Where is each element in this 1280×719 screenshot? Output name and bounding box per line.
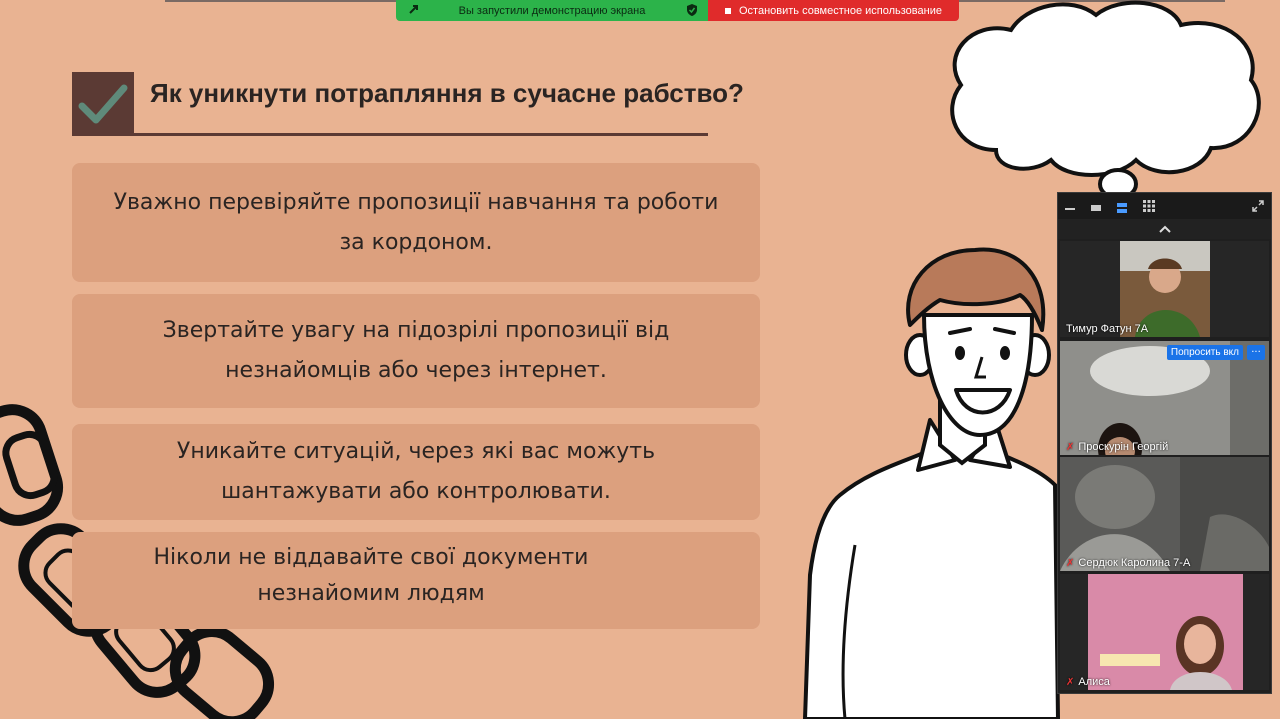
share-status-text: Вы запустили демонстрацию экрана <box>458 4 646 17</box>
thought-bubble <box>936 0 1266 205</box>
more-options-button[interactable]: ··· <box>1247 345 1265 360</box>
ask-to-unmute-button[interactable]: Попросить вкл <box>1167 345 1243 360</box>
thumbnail-view-icon[interactable] <box>1090 202 1102 212</box>
cartoon-man-illustration <box>800 245 1060 719</box>
share-arrow-icon <box>408 3 420 15</box>
check-icon-box <box>72 72 134 136</box>
participant-name: Тимур Фатун 7А <box>1066 323 1149 335</box>
chevron-up-icon <box>1159 225 1171 233</box>
tip-card-2 <box>72 294 760 408</box>
tip-3-line-2: шантажувати або контролювати. <box>221 479 611 504</box>
participant-name: ✗ Алиса <box>1066 676 1110 688</box>
participant-tile-2[interactable] <box>1060 341 1269 455</box>
share-status <box>396 0 708 21</box>
gallery-view-icon[interactable] <box>1142 199 1156 213</box>
tip-1-line-1: Уважно перевіряйте пропозиції навчання та роботи <box>113 189 719 215</box>
participant-name: ✗ Проскурін Георгій <box>1066 441 1169 453</box>
tip-2-line-1: Звертайте увагу на підозрілі пропозиції від <box>162 318 670 343</box>
tip-3-line-1: Уникайте ситуацій, через які вас можуть <box>176 439 656 464</box>
tip-4-line-1: Ніколи не віддавайте свої документи <box>153 545 589 570</box>
participant-tile-1[interactable] <box>1060 241 1269 337</box>
minimize-icon[interactable] <box>1064 202 1076 212</box>
panel-toolbar <box>1058 193 1271 219</box>
tip-card-1 <box>72 163 760 282</box>
title-underline <box>134 133 708 136</box>
stop-icon <box>725 8 731 14</box>
speaker-view-icon[interactable] <box>1116 202 1128 214</box>
scroll-up-button[interactable] <box>1058 219 1271 239</box>
stop-sharing-label: Остановить совместное использование <box>739 4 942 17</box>
participant-video <box>1060 574 1269 690</box>
tip-2-line-2: незнайомців або через інтернет. <box>225 358 607 383</box>
screen-share-bar <box>396 0 959 21</box>
tip-1-line-2: за кордоном. <box>339 229 493 255</box>
tip-4-line-2: незнайомим людям <box>257 581 485 606</box>
participant-name: ✗ Сердюк Каролина 7-А <box>1066 557 1191 569</box>
shield-icon <box>686 3 698 17</box>
stop-sharing-button[interactable] <box>708 0 959 21</box>
participant-tile-4[interactable] <box>1060 574 1269 690</box>
tip-card-4 <box>72 532 760 629</box>
tip-card-3 <box>72 424 760 520</box>
muted-mic-icon: ✗ <box>1066 677 1075 688</box>
expand-icon[interactable] <box>1251 199 1265 213</box>
participant-video <box>1060 457 1269 571</box>
muted-mic-icon: ✗ <box>1066 442 1075 453</box>
participant-tile-3[interactable] <box>1060 457 1269 571</box>
checkmark-icon <box>78 80 128 128</box>
zoom-participants-panel <box>1057 192 1272 694</box>
slide-title: Як уникнути потрапляння в сучасне рабство? <box>150 78 744 108</box>
muted-mic-icon: ✗ <box>1066 558 1075 569</box>
